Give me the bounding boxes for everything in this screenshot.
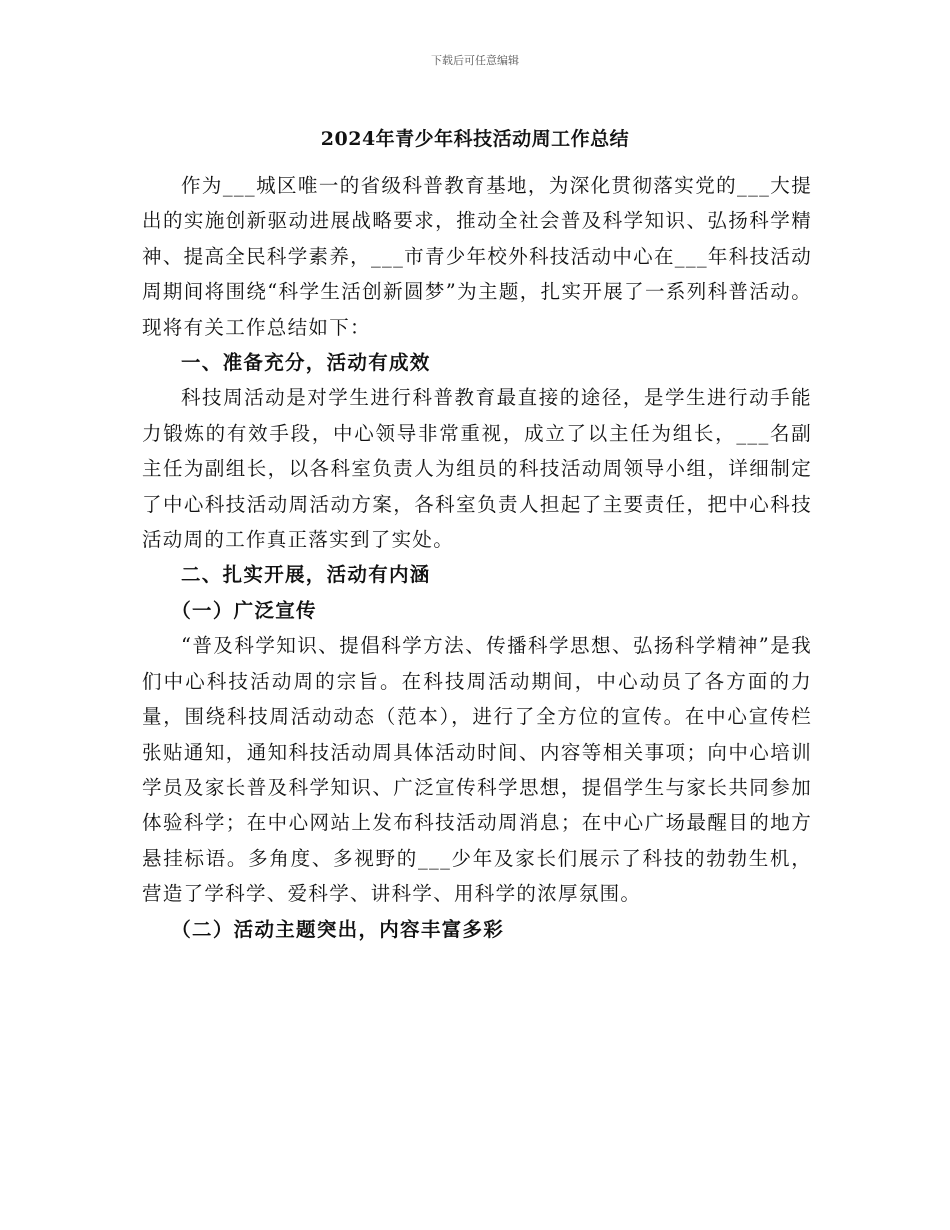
section-2-sub-1-heading: （一）广泛宣传 <box>171 598 317 622</box>
section-1-heading: 一、准备充分，活动有成效 <box>181 351 431 375</box>
document-body <box>142 168 812 947</box>
section-1-paragraph: 科技周活动是对学生进行科普教育最直接的途径，是学生进行动手能力锻炼的有效手段，中心领导非常重视，成立了以主任为组长，___名副主任为副组长，以各科室负责人为组员的科技活动周领导小组，详细制定了中心科技活动周活动方案，各科室负责人担起了主要责任，把中心科技活动周的工作真正落实到了实处。 <box>142 386 812 552</box>
intro-paragraph: 作为___城区唯一的省级科普教育基地，为深化贯彻落实党的___大提出的实施创新驱动进展战略要求，推动全社会普及科学知识、弘扬科学精神、提高全民科学素养，___市青少年校外科技活动中心在___年科技活动周期间将围绕“科学生活创新圆梦”为主题，扎实开展了一系列科普活动。现将有关工作总结如下： <box>142 174 812 339</box>
document-title: 2024年青少年科技活动周工作总结 <box>320 128 630 150</box>
section-2-sub-2-heading: （二）活动主题突出，内容丰富多彩 <box>171 917 505 941</box>
section-2-sub-1-paragraph: “普及科学知识、提倡科学方法、传播科学思想、弘扬科学精神”是我们中心科技活动周的宗旨。在科技周活动期间，中心动员了各方面的力量，围绕科技周活动动态（范本），进行了全方位的宣传。在中心宣传栏张贴通知，通知科技活动周具体活动时间、内容等相关事项；向中心培训学员及家长普及科学知识、广泛宣传科学思想，提倡学生与家长共同参加体验科学；在中心网站上发布科技活动周消息；在中心广场最醒目的地方悬挂标语。多角度、多视野的___少年及家长们展示了科技的勃勃生机，营造了学科学、爱科学、讲科学、用科学的浓厚氛围。 <box>142 634 812 906</box>
page-header-note: 下载后可任意编辑 <box>431 54 519 67</box>
section-2-heading: 二、扎实开展，活动有内涵 <box>181 563 431 587</box>
